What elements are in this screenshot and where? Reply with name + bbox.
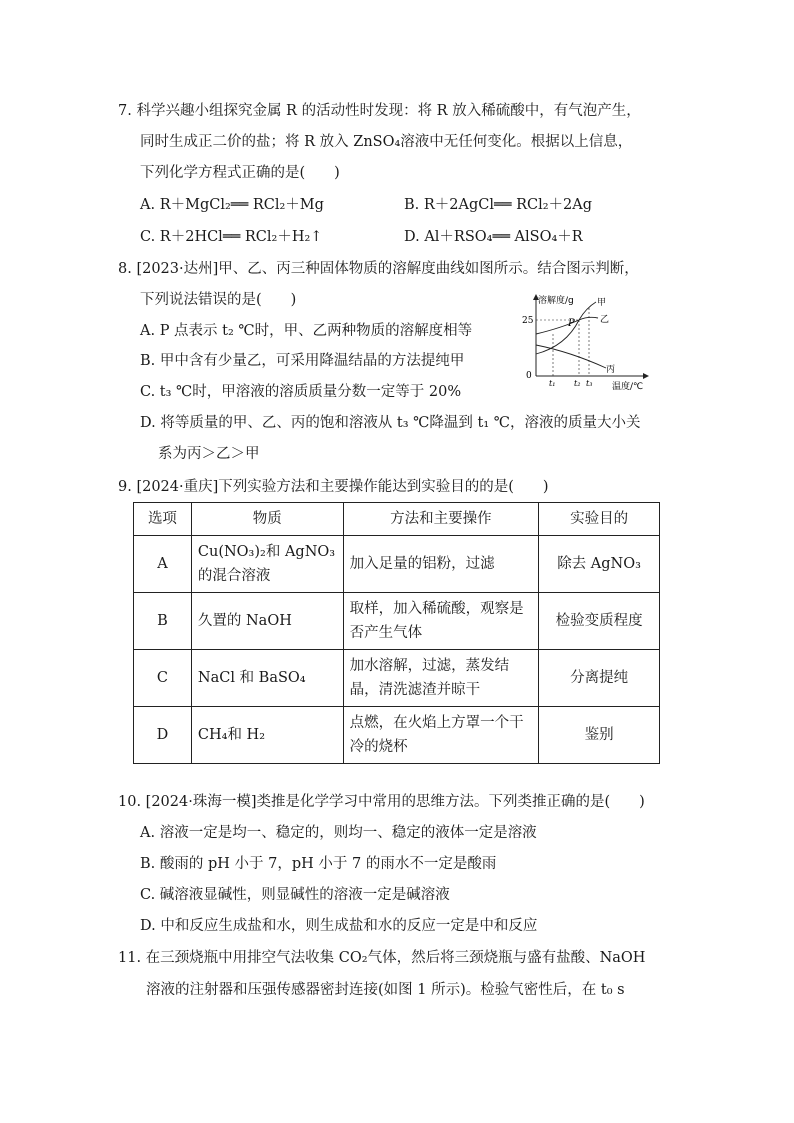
x-tick-t3: t₃ [586, 379, 593, 388]
substance-cell: 久置的 NaOH [191, 593, 343, 650]
q7-option-a: A. R＋MgCl₂══ RCl₂＋Mg [140, 197, 324, 213]
q9-stem: 9. [2024·重庆]下列实验方法和主要操作能达到实验目的的是( ) [118, 479, 549, 495]
x-axis-label: 温度/℃ [612, 382, 644, 390]
header-cell: 选项 [134, 503, 192, 536]
q8-option-d-line-1: D. 将等质量的甲、乙、丙的饱和溶液从 t₃ ℃降温到 t₁ ℃，溶液的质量大小关 [140, 415, 641, 431]
point-p-label: P [568, 318, 575, 329]
purpose-cell: 除去 AgNO₃ [539, 536, 660, 593]
q10-option-a: A. 溶液一定是均一、稳定的，则均一、稳定的液体一定是溶液 [140, 825, 537, 841]
method-cell: 点燃，在火焰上方罩一个干冷的烧杯 [343, 707, 539, 764]
header-cell: 实验目的 [539, 503, 660, 536]
q10-option-b: B. 酸雨的 pH 小于 7，pH 小于 7 的雨水不一定是酸雨 [140, 856, 497, 872]
q11-stem-line-1: 11. 在三颈烧瓶中用排空气法收集 CO₂气体，然后将三颈烧瓶与盛有盐酸、NaOH [118, 950, 646, 966]
method-cell: 加入足量的铝粉，过滤 [343, 536, 539, 593]
option-cell: D [134, 707, 192, 764]
q10-option-c: C. 碱溶液显碱性，则显碱性的溶液一定是碱溶液 [140, 887, 450, 903]
purpose-cell: 分离提纯 [539, 650, 660, 707]
q8-option-b: B. 甲中含有少量乙，可采用降温结晶的方法提纯甲 [140, 353, 465, 369]
x-tick-t1: t₁ [549, 379, 556, 388]
table-row [134, 707, 660, 764]
solubility-graph [516, 290, 656, 390]
curve-label-jia: 甲 [597, 298, 607, 308]
method-cell: 取样，加入稀硫酸，观察是否产生气体 [343, 593, 539, 650]
purpose-cell: 检验变质程度 [539, 593, 660, 650]
q7-stem-line-2: 同时生成正二价的盐；将 R 放入 ZnSO₄溶液中无任何变化。根据以上信息， [140, 134, 633, 150]
experiment-table [133, 502, 660, 764]
curve-label-bing: 丙 [606, 365, 616, 375]
q8-option-c: C. t₃ ℃时，甲溶液的溶质质量分数一定等于 20% [140, 384, 462, 400]
curve-bing [536, 345, 606, 368]
option-cell: A [134, 536, 192, 593]
substance-cell: NaCl 和 BaSO₄ [191, 650, 343, 707]
option-cell: B [134, 593, 192, 650]
purpose-cell: 鉴别 [539, 707, 660, 764]
q8-option-d-line-2: 系为丙＞乙＞甲 [158, 446, 260, 462]
table-header-row [134, 503, 660, 536]
q10-option-d: D. 中和反应生成盐和水，则生成盐和水的反应一定是中和反应 [140, 918, 538, 934]
q7-option-c: C. R＋2HCl══ RCl₂＋H₂↑ [140, 229, 323, 245]
q10-stem: 10. [2024·珠海一模]类推是化学学习中常用的思维方法。下列类推正确的是( ) [118, 794, 645, 810]
table-row [134, 536, 660, 593]
y-axis-label: 溶解度/g [538, 296, 574, 306]
q7-option-d: D. Al＋RSO₄══ AlSO₄＋R [404, 229, 583, 245]
q7-stem-line-3: 下列化学方程式正确的是( ) [140, 165, 340, 181]
substance-cell: Cu(NO₃)₂和 AgNO₃的混合溶液 [191, 536, 343, 593]
option-cell: C [134, 650, 192, 707]
q8-stem-line-2: 下列说法错误的是( ) [140, 292, 297, 308]
q8-stem-line-1: 8. [2023·达州]甲、乙、丙三种固体物质的溶解度曲线如图所示。结合图示判断， [118, 261, 639, 277]
curve-label-yi: 乙 [600, 315, 610, 325]
substance-cell: CH₄和 H₂ [191, 707, 343, 764]
table-row [134, 650, 660, 707]
q7-option-b: B. R＋2AgCl══ RCl₂＋2Ag [404, 197, 593, 213]
curve-jia [536, 302, 596, 354]
table-row [134, 593, 660, 650]
header-cell: 方法和主要操作 [343, 503, 539, 536]
q11-stem-line-2: 溶液的注射器和压强传感器密封连接(如图 1 所示)。检验气密性后，在 t₀ s [146, 982, 625, 998]
method-cell: 加水溶解，过滤，蒸发结晶，清洗滤渣并晾干 [343, 650, 539, 707]
q7-stem-line-1: 7. 科学兴趣小组探究金属 R 的活动性时发现：将 R 放入稀硫酸中，有气泡产生， [118, 103, 641, 119]
x-tick-t2: t₂ [574, 379, 581, 388]
header-cell: 物质 [191, 503, 343, 536]
q8-option-a: A. P 点表示 t₂ ℃时，甲、乙两种物质的溶解度相等 [140, 323, 473, 339]
y-tick-25: 25 [522, 316, 534, 326]
origin-label: 0 [526, 371, 532, 381]
